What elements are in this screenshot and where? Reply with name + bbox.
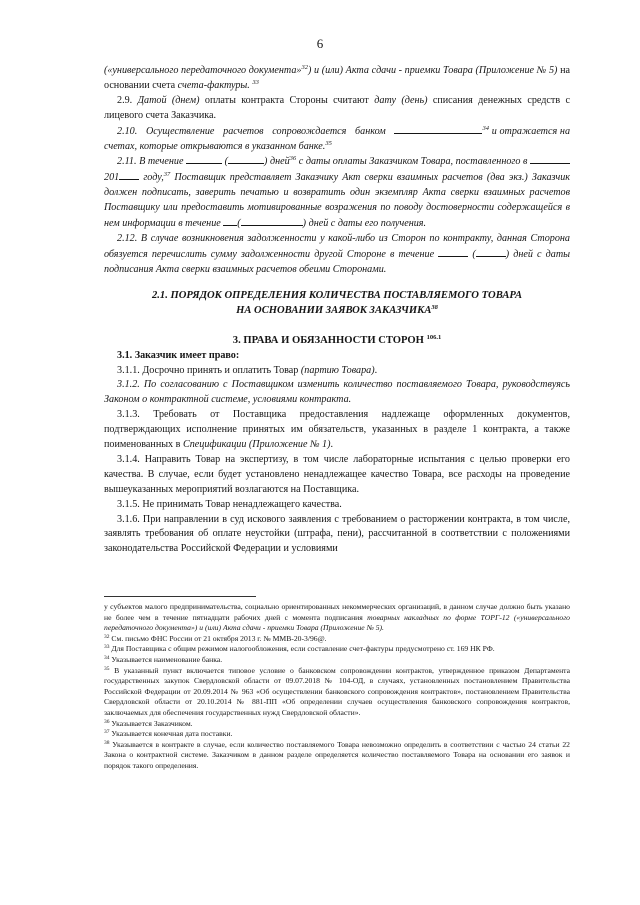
section-heading-3: 3. ПРАВА И ОБЯЗАННОСТИ СТОРОН $^{106.1}$ (232, 333, 442, 346)
footnote-ref: 33 (252, 78, 259, 86)
footnote-ref: 106.1 (426, 333, 442, 341)
clause-3-1-1: 3.1.1. Досрочно принять и оплатить Товар (партию Товара). (117, 364, 378, 376)
page-number: 6 (316, 36, 324, 51)
footnote-35: $^{35}$ В указанный пункт включается типовое условие о банковском сопровождении контрактов, утвержденное приказом Департамента государственных закупок Свердловской области от 09.07.2018 № 104-ОД, в случаях, установленных постановлением Правительства Российской Федерации от 20.09.2014 № 963 «Об осуществлении банковского сопровождения контрактов», постановлением Правительства Свердловской области от 20.10.2014 № 881-ПП «Об определении случаев осуществления банковского сопровождения контрактов, заключаемых для обеспечения государственных нужд Свердловской области». (104, 665, 570, 717)
footnote-separator (104, 596, 256, 597)
footnote-ref: 32 (301, 64, 308, 71)
footnote-ref: 35 (325, 139, 332, 147)
clause-3-1-2: 3.1.2. По согласованию с Поставщиком изменить количество поставляемого Товара, руководствуясь Законом о контрактной системе, условиями контракта. (104, 379, 570, 406)
clause-3-1-4: 3.1.4. Направить Товар на экспертизу, в том числе лабораторные испытания с целью проверки его качества. В случае, если будет установлено ненадлежащее качество Товара, все расходы на проведение вышеуказанных мероприятий возлагаются на Поставщика. (104, 453, 570, 495)
footnote-34: $^{34}$ Указывается наименование банка. (104, 654, 223, 664)
clause-2-11: 2.11. В течение ( ) дней$^{36}$ с даты оплаты Заказчиком Товара, поставленного в 201 году,$^{37}$ Поставщик представляет Заказчику Акт сверки взаимных расчетов (два экз.) Заказчик должен подписать, заверить печатью и возвратить один экземпляр Акта сверки взаимных расчетов Поставщику или предоставить мотивированные возражения по поводу достоверности содержащейся в нем информации в течение ( ) дней с даты его получения. (104, 155, 571, 230)
clause-3-1-5: 3.1.5. Не принимать Товар ненадлежащего качества. (117, 498, 342, 510)
clause-3-1: 3.1. Заказчик имеет право: (117, 349, 240, 361)
footnote-38: $^{38}$ Указывается в контракте в случае, если количество поставляемого Товара невозможно определить в соответствии с частью 24 статьи 22 Закона о контрактной системе. Заказчиком в данном разделе определяется количество поставляемого Товара на основании его заявок и порядок такого определения. (104, 739, 570, 770)
clause-3-1-3: 3.1.3. Требовать от Поставщика предоставления надлежаще оформленных документов, подтверждающих исполнение принятых им обязательств, указанных в разделе 1 контракта, а также поименованных в Спецификации (Приложение № 1). (104, 409, 570, 451)
footnote-37: $^{37}$ Указывается конечная дата поставки. (104, 729, 233, 739)
footnote-33: $^{33}$ Для Поставщика с общим режимом налогообложения, если составление счет-фактуры предусмотрено ст. 169 НК РФ. (104, 644, 495, 654)
main-text (104, 64, 570, 557)
clause-2-9: 2.9. Датой (днем) оплаты контракта Стороны считают дату (день) списания денежных средств с лицевого счета Заказчика. (104, 94, 570, 121)
footnote-32: $^{32}$ См. письмо ФНС России от 21 октября 2013 г. № ММВ-20-3/96@. (104, 633, 327, 643)
footnote-continuation: у субъектов малого предпринимательства, социально ориентированных некоммерческих организаций, в данном случае должно быть указано не более чем в течение пятнадцати рабочих дней с момента подписания товарных накладных по форме ТОРГ-12 («универсального передаточного документа») и (или) Акта сдачи - приемки Товара (Приложение № 5). (104, 602, 571, 633)
footnote-ref: 34 (482, 124, 489, 132)
footnote-ref: 37 (163, 171, 171, 179)
footnote-ref: 38 (431, 303, 438, 311)
clause-3-1-6: 3.1.6. При направлении в суд искового заявления с требованием о расторжении контракта, в том числе, заявлять требования об оплате неустойки (штрафа, пени), рассчитанной в соответствии с положениями законодательства Российской Федерации и условиями (104, 513, 570, 555)
footnotes (104, 602, 570, 772)
footnote-ref: 36 (289, 155, 297, 163)
clause-2-10: 2.10. Осуществление расчетов сопровождается банком $^{34}$ и отражается на счетах, которые открываются в указанном банке.$^{35}$ (104, 124, 571, 152)
footnote-36: $^{36}$ Указывается Заказчиком. (104, 718, 193, 728)
paragraph-continuation: («универсального передаточного документа»$^{32}$) и (или) Акта сдачи - приемки Товара (Приложение № 5) на основании счета счета-фактуры. $^{33}$ (104, 64, 570, 91)
section-heading-2-1: 2.1. ПОРЯДОК ОПРЕДЕЛЕНИЯ КОЛИЧЕСТВА ПОСТАВЛЯЕМОГО ТОВАРА НА ОСНОВАНИИ ЗАЯВОК ЗАКАЗЧИКА$^{38}$ (151, 289, 523, 316)
clause-2-12: 2.12. В случае возникновения задолженности у какой-либо из Сторон по контракту, данная Сторона обязуется перечислить сумму задолженности другой Стороне в течение ( ) дней с даты подписания Акта сверки взаимных расчетов обеими Сторонами. (104, 232, 571, 275)
